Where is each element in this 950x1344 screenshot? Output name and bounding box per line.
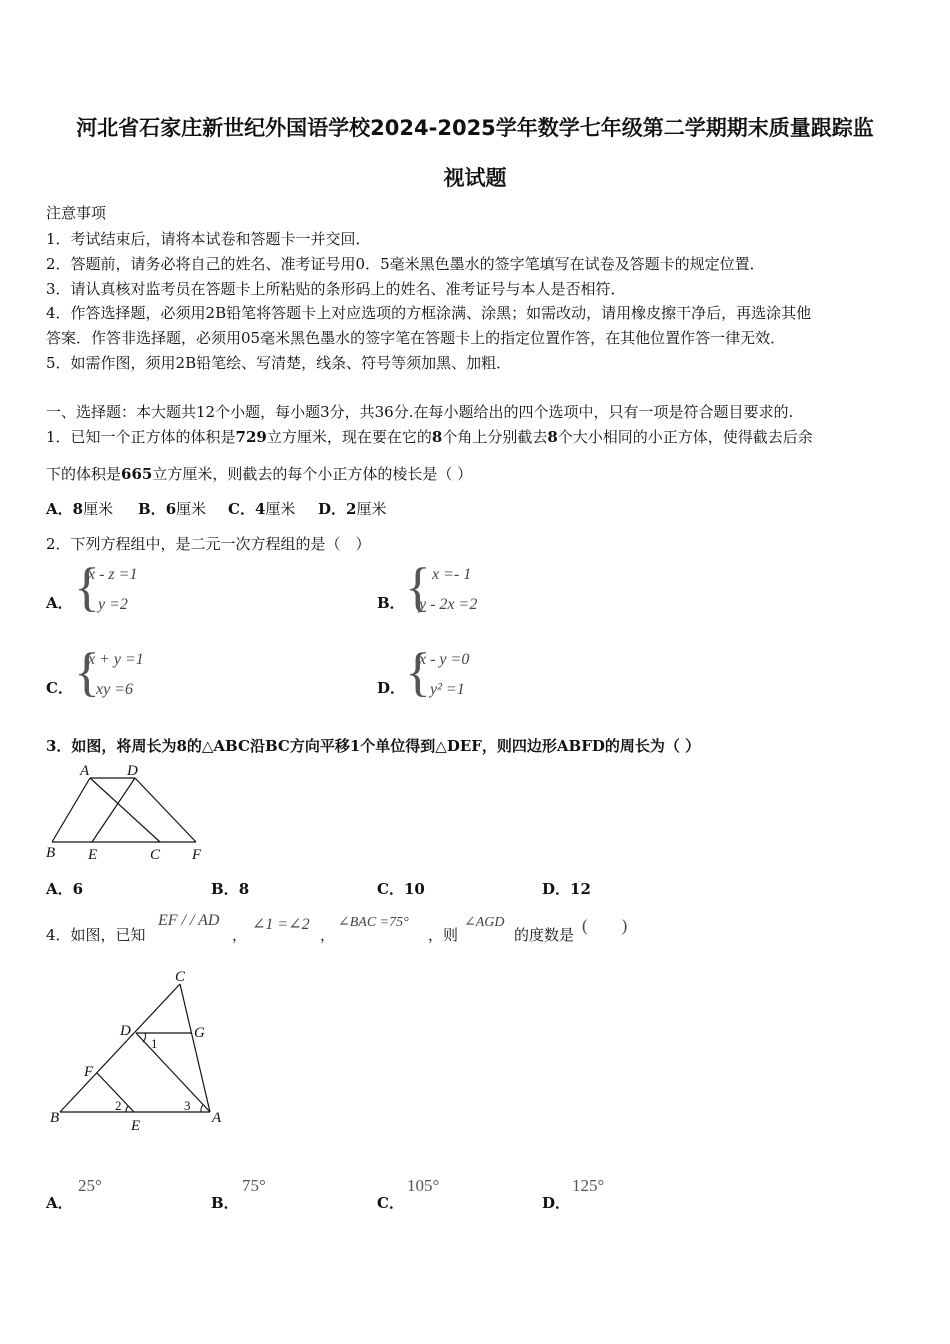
option-label: C． bbox=[228, 500, 255, 518]
q1-volume: 729 bbox=[235, 428, 267, 446]
option-label: A． bbox=[46, 880, 73, 898]
option-value: 125° bbox=[572, 1176, 605, 1195]
label-angle-1: 1 bbox=[151, 1036, 158, 1051]
option-value: 6 bbox=[72, 880, 84, 898]
q4-text: 的度数是 bbox=[514, 926, 575, 944]
option-label: A． bbox=[46, 500, 73, 518]
page-title-continued: 视试题 bbox=[443, 166, 507, 190]
q1-option-c[interactable] bbox=[228, 498, 295, 519]
q1-text: 个角上分别截去 bbox=[442, 428, 548, 446]
option-label: C． bbox=[46, 679, 73, 697]
label-a: A bbox=[212, 1110, 222, 1126]
label-c: C bbox=[175, 969, 186, 985]
label-f: F bbox=[192, 847, 202, 863]
equation-2: y² =1 bbox=[430, 681, 465, 698]
option-label: B． bbox=[377, 594, 405, 612]
q1-option-a[interactable] bbox=[46, 498, 113, 519]
brace-icon: { bbox=[405, 642, 431, 702]
question-4-stem-start: 4．如图，已知 bbox=[46, 926, 146, 944]
option-label: C． bbox=[377, 1194, 404, 1212]
option-label: B． bbox=[138, 500, 166, 518]
q3-option-c[interactable] bbox=[377, 878, 425, 899]
equation-2: xy =6 bbox=[96, 681, 133, 698]
q4-condition-angles: ∠1 =∠2 bbox=[252, 916, 310, 933]
notice-item: 5．如需作图，须用2B铅笔绘、写清楚，线条、符号等须加黑、加粗． bbox=[46, 354, 512, 372]
label-c: C bbox=[150, 847, 161, 863]
q3-option-b[interactable] bbox=[211, 878, 249, 899]
segment-ab bbox=[52, 778, 90, 842]
equation-1: x + y =1 bbox=[88, 651, 144, 668]
question-1-line1 bbox=[46, 426, 813, 447]
segment-ca bbox=[180, 984, 210, 1112]
label-e: E bbox=[88, 847, 98, 863]
notice-item: 3．请认真核对监考员在答题卡上所粘贴的条形码上的姓名、准考证号与本人是否相符． bbox=[46, 280, 626, 298]
q4-condition-parallel: EF / / AD bbox=[158, 912, 220, 929]
q1-text: 立方厘米，现在要在它的 bbox=[266, 428, 432, 446]
q1-text: 个大小相同的小正方体，使得截去后余 bbox=[557, 428, 813, 446]
q4-text: ，则 bbox=[428, 926, 459, 944]
option-label: D． bbox=[377, 679, 406, 697]
label-d: D bbox=[127, 763, 138, 779]
option-label: B． bbox=[211, 1194, 239, 1212]
page-title: 河北省石家庄新世纪外国语学校2024-2025学年数学七年级第二学期期末质量跟踪监 bbox=[76, 116, 874, 140]
option-label: D． bbox=[542, 1194, 571, 1212]
angle-3-arc bbox=[201, 1105, 203, 1112]
equation-1: x - y =0 bbox=[419, 651, 470, 668]
label-a: A bbox=[80, 763, 90, 779]
question-2-stem: 2．下列方程组中，是二元一次方程组的是（ ） bbox=[46, 535, 371, 553]
option-unit: 厘米 bbox=[265, 500, 296, 518]
option-unit: 厘米 bbox=[176, 500, 207, 518]
option-label: C． bbox=[377, 880, 404, 898]
option-value: 8 bbox=[72, 500, 84, 518]
section-heading: 一、选择题：本大题共12个小题，每小题3分，共36分.在每小题给出的四个选项中，只有一项是符合题目要求的. bbox=[46, 403, 794, 421]
q4-target-angle: ∠AGD bbox=[464, 915, 505, 930]
brace-icon: { bbox=[405, 557, 431, 617]
option-label: A． bbox=[46, 1194, 73, 1212]
option-label: B． bbox=[211, 880, 239, 898]
notice-item: 4．作答选择题，必须用2B铅笔将答题卡上对应选项的方框涂满、涂黑；如需改动，请用橡皮擦干净后，再选涂其他 bbox=[46, 304, 812, 322]
label-f: F bbox=[84, 1064, 94, 1080]
option-value: 2 bbox=[346, 500, 357, 518]
label-d: D bbox=[120, 1023, 131, 1039]
question-1-line2 bbox=[46, 463, 472, 484]
segment-ac bbox=[90, 778, 160, 842]
notice-item: 1．考试结束后，请将本试卷和答题卡一并交回． bbox=[46, 230, 371, 248]
q3-option-d[interactable] bbox=[542, 878, 591, 899]
segment-cb bbox=[60, 984, 180, 1112]
option-unit: 厘米 bbox=[356, 500, 387, 518]
label-g: G bbox=[194, 1025, 205, 1041]
q1-option-d[interactable] bbox=[318, 498, 386, 519]
q1-text: 立方厘米，则截去的每个小正方体的棱长是（ ） bbox=[152, 465, 473, 483]
equation-1: x =- 1 bbox=[432, 566, 472, 583]
q4-answer-paren: ( ) bbox=[582, 916, 628, 935]
angle-2-arc bbox=[126, 1106, 128, 1112]
segment-da bbox=[136, 1033, 210, 1112]
segment-df bbox=[135, 778, 196, 842]
option-label: A． bbox=[46, 594, 73, 612]
option-value: 25° bbox=[78, 1176, 102, 1195]
option-value: 4 bbox=[254, 500, 266, 518]
q4-sep: ， bbox=[232, 926, 248, 944]
label-angle-3: 3 bbox=[184, 1098, 191, 1113]
q4-sep: ， bbox=[320, 926, 336, 944]
option-label: D． bbox=[318, 500, 347, 518]
segment-de bbox=[92, 778, 135, 842]
question-3-stem: 3．如图，将周长为8的△ABC沿BC方向平移1个单位得到△DEF，则四边形ABFD的周长为（ ） bbox=[46, 737, 701, 755]
equation-1: x - z =1 bbox=[88, 566, 138, 583]
equation-2: y - 2x =2 bbox=[419, 596, 478, 613]
option-value: 8 bbox=[238, 880, 250, 898]
option-label: D． bbox=[542, 880, 571, 898]
q1-number: 8 bbox=[431, 428, 443, 446]
notice-item: 2．答题前，请务必将自己的姓名、准考证号用0．5毫米黑色墨水的签字笔填写在试卷及答题卡的规定位置． bbox=[46, 255, 765, 273]
q4-figure bbox=[40, 962, 240, 1142]
brace-icon: { bbox=[74, 642, 100, 702]
option-value: 12 bbox=[570, 880, 591, 898]
q1-text: 1．已知一个正方体的体积是 bbox=[46, 428, 236, 446]
q4-condition-bac: ∠BAC =75° bbox=[338, 915, 409, 930]
label-b: B bbox=[46, 845, 56, 861]
q3-figure bbox=[40, 762, 220, 867]
notice-heading: 注意事项 bbox=[46, 204, 107, 222]
q1-option-b[interactable] bbox=[138, 498, 206, 519]
notice-item: 答案．作答非选择题，必须用05毫米黑色墨水的签字笔在答题卡上的指定位置作答，在其他位置作答一律无效． bbox=[46, 329, 786, 347]
equation-2: y =2 bbox=[98, 596, 128, 613]
option-value: 10 bbox=[403, 880, 425, 898]
option-value: 6 bbox=[165, 500, 177, 518]
brace-icon: { bbox=[74, 557, 100, 617]
option-value: 105° bbox=[407, 1176, 440, 1195]
label-b: B bbox=[50, 1110, 60, 1126]
q3-option-a[interactable] bbox=[46, 878, 83, 899]
q1-number: 8 bbox=[547, 428, 558, 446]
option-unit: 厘米 bbox=[83, 500, 114, 518]
q1-text: 下的体积是 bbox=[46, 465, 122, 483]
q1-remaining-volume: 665 bbox=[121, 465, 153, 483]
label-e: E bbox=[131, 1118, 141, 1134]
option-value: 75° bbox=[242, 1176, 266, 1195]
label-angle-2: 2 bbox=[115, 1098, 122, 1113]
